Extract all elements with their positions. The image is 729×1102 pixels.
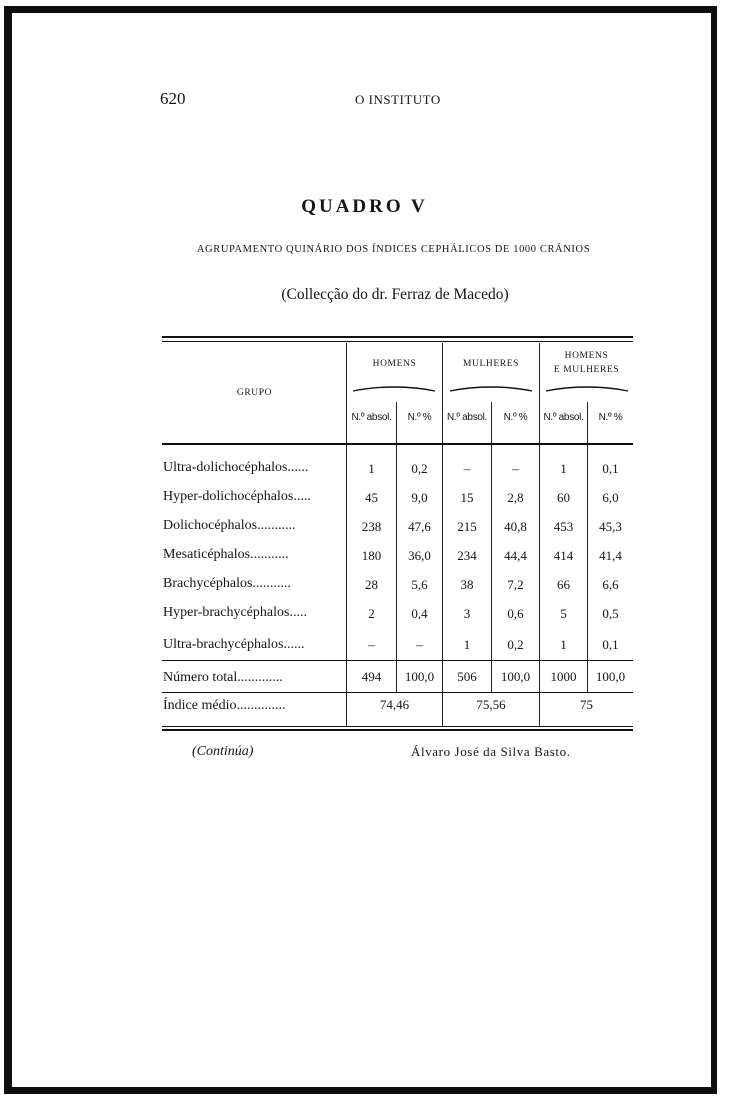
col-divider — [587, 445, 588, 692]
group-header: GRUPO — [236, 388, 273, 398]
brace-mulheres — [449, 386, 533, 392]
author-signature: Álvaro José da Silva Basto. — [411, 744, 571, 759]
col-group-mulheres: MULHERES — [463, 359, 519, 369]
table-cell: 100,0 — [595, 669, 626, 684]
table-cell: – — [512, 461, 519, 476]
table-cell: 60 — [557, 490, 570, 505]
subheader-mulheres-absol: N.º absol. — [446, 412, 488, 423]
table-cell: 0,2 — [507, 637, 524, 652]
subheader-homens-pct: N.º % — [407, 412, 432, 423]
total-label: Número total............. — [163, 670, 283, 685]
subheader-ambos-pct: N.º % — [598, 412, 623, 423]
mean-label: Índice médio.............. — [163, 698, 286, 713]
table-cell: 40,8 — [504, 519, 527, 534]
table-cell: 75,56 — [476, 697, 506, 712]
table-cell: 28 — [365, 577, 378, 592]
table-cell: 0,1 — [602, 461, 619, 476]
col-divider — [396, 445, 397, 692]
table-cell: 0,6 — [507, 606, 524, 621]
table-cell: 494 — [361, 669, 382, 684]
collection-note: (Collecção do dr. Ferraz de Macedo) — [281, 286, 509, 303]
table-title: QUADRO V — [301, 196, 428, 217]
table-cell: 0,2 — [411, 461, 428, 476]
table-cell: 44,4 — [504, 548, 527, 563]
top-rule-thin — [162, 341, 633, 342]
table-cell: 41,4 — [599, 548, 622, 563]
row-label: Mesaticéphalos........... — [163, 547, 289, 562]
table-cell: 238 — [361, 519, 382, 534]
table-cell: 2 — [368, 606, 375, 621]
col-divider — [491, 402, 492, 444]
row-label: Ultra-brachycéphalos...... — [163, 637, 305, 652]
table-subtitle: AGRUPAMENTO QUINÁRIO DOS ÍNDICES CEPHÁLICOS DE 1000 CRÁNIOS — [196, 244, 591, 255]
table-cell: 45 — [365, 490, 378, 505]
col-divider — [491, 445, 492, 692]
table-cell: 506 — [457, 669, 477, 684]
bottom-rule-thick — [162, 729, 633, 731]
table-cell: 47,6 — [408, 519, 431, 534]
table-cell: 7,2 — [507, 577, 524, 592]
table-cell: – — [463, 461, 471, 476]
col-group-homens: HOMENS — [372, 359, 417, 369]
header-rule — [162, 443, 633, 445]
brace-ambos — [545, 386, 629, 392]
subheader-homens-absol: N.º absol. — [351, 412, 392, 423]
continued-note: (Continúa) — [192, 744, 254, 759]
table-cell: 9,0 — [411, 490, 428, 505]
table-cell: 5,6 — [411, 577, 428, 592]
page-number: 620 — [160, 89, 186, 108]
subheader-ambos-absol: N.º absol. — [543, 412, 584, 423]
table-cell: 2,8 — [507, 490, 524, 505]
table-cell: 75 — [580, 697, 593, 712]
table-cell: 1 — [560, 461, 567, 476]
col-divider — [396, 402, 397, 444]
table-cell: 180 — [361, 548, 382, 563]
table-cell: 6,6 — [602, 577, 619, 592]
mean-rule — [162, 692, 633, 693]
table-cell: 1 — [463, 637, 471, 652]
table-cell: 0,5 — [602, 606, 619, 621]
row-label: Dolichocéphalos........... — [163, 518, 296, 533]
table-cell: 0,4 — [411, 606, 428, 621]
brace-homens — [352, 386, 436, 392]
table-cell: 453 — [553, 519, 574, 534]
table-cell: 215 — [457, 519, 477, 534]
row-label: Hyper-brachycéphalos..... — [163, 605, 307, 620]
running-title: O INSTITUTO — [355, 92, 441, 107]
total-rule — [162, 660, 633, 661]
table-cell: – — [416, 637, 423, 652]
table-cell: 66 — [557, 577, 570, 592]
row-label: Ultra-dolichocéphalos...... — [163, 460, 309, 475]
table-cell: 6,0 — [602, 490, 619, 505]
bottom-rule-thin — [162, 726, 633, 727]
row-label: Hyper-dolichocéphalos..... — [163, 489, 311, 504]
table-cell: 15 — [460, 490, 474, 505]
col-divider — [587, 402, 588, 444]
table-cell: 36,0 — [408, 548, 431, 563]
row-label: Brachycéphalos........... — [163, 576, 291, 591]
table-cell: 1000 — [550, 669, 577, 684]
table-cell: 100,0 — [404, 669, 435, 684]
table-cell: 414 — [553, 548, 574, 563]
col-group-ambos-1: HOMENS — [564, 351, 609, 361]
col-group-ambos-2: E MULHERES — [553, 365, 620, 375]
table-cell: 74,46 — [379, 697, 410, 712]
table-cell: – — [368, 637, 375, 652]
table-cell: 38 — [460, 577, 474, 592]
table-cell: 234 — [457, 548, 477, 563]
top-rule-thick — [162, 336, 633, 338]
subheader-mulheres-pct: N.º % — [503, 412, 528, 423]
table-cell: 45,3 — [599, 519, 622, 534]
table-cell: 3 — [463, 606, 471, 621]
table-cell: 100,0 — [500, 669, 531, 684]
table-cell: 5 — [560, 606, 567, 621]
table-cell: 1 — [560, 637, 567, 652]
table-cell: 1 — [368, 461, 375, 476]
table-cell: 0,1 — [602, 637, 619, 652]
